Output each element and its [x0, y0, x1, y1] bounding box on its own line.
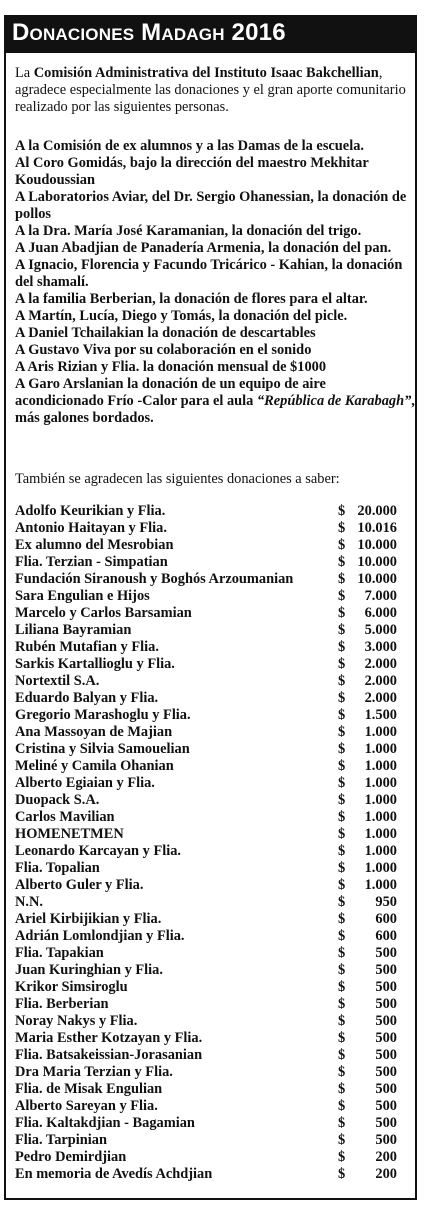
donation-amount: 500 — [375, 996, 397, 1012]
donor-name: Flia. de Misak Engulian — [15, 1081, 163, 1097]
donation-amount: 500 — [375, 1081, 397, 1097]
donation-amount: 10.016 — [357, 520, 397, 536]
donation-amount: 1.000 — [364, 741, 397, 757]
donor-name: Ariel Kirbijikian y Flia. — [15, 911, 162, 927]
donation-amount: 20.000 — [357, 503, 397, 519]
donation-amount: 3.000 — [364, 639, 397, 655]
donation-amount: 6.000 — [364, 605, 397, 621]
donation-amount: 10.000 — [357, 537, 397, 553]
donation-row — [15, 894, 415, 911]
currency-symbol: $ — [338, 537, 346, 553]
currency-symbol: $ — [338, 605, 346, 621]
currency-symbol: $ — [338, 860, 346, 876]
donation-amount: 1.000 — [364, 724, 397, 740]
currency-symbol: $ — [338, 911, 346, 927]
donor-name: Cristina y Silvia Samouelian — [15, 741, 190, 757]
currency-symbol: $ — [338, 962, 346, 978]
donation-amount: 10.000 — [357, 554, 397, 570]
donor-name: Maria Esther Kotzayan y Flia. — [15, 1030, 203, 1046]
donor-name: Pedro Demirdjian — [15, 1149, 127, 1165]
donation-amount: 500 — [375, 1064, 397, 1080]
intro-paragraph — [15, 65, 412, 116]
donation-amount: 1.000 — [364, 775, 397, 791]
donor-name: Leonardo Karcayan y Flia. — [15, 843, 182, 859]
thanks-item: A Gustavo Viva por su colaboración en el sonido — [15, 342, 312, 358]
currency-symbol: $ — [338, 1047, 346, 1063]
thanks-item: A Aris Rizian y Flia. la donación mensual de $1000 — [15, 359, 327, 375]
donor-name: Noray Nakys y Flia. — [15, 1013, 138, 1029]
donation-row — [15, 758, 415, 775]
donation-row — [15, 843, 415, 860]
currency-symbol: $ — [338, 1064, 346, 1080]
donor-name: Juan Kuringhian y Flia. — [15, 962, 163, 978]
currency-symbol: $ — [338, 1166, 346, 1182]
currency-symbol: $ — [338, 877, 346, 893]
thanks-item — [15, 376, 415, 427]
donor-name: Carlos Mavilian — [15, 809, 115, 825]
donation-amount: 500 — [375, 1132, 397, 1148]
donation-amount: 2.000 — [364, 690, 397, 706]
donor-name: Flia. Berberian — [15, 996, 109, 1012]
intro-post: , agradece especialmente las donaciones y el gran aporte comunitario realizado por las siguientes personas. — [15, 65, 406, 115]
donation-amount: 7.000 — [364, 588, 397, 604]
donation-amount: 500 — [375, 1098, 397, 1114]
donation-row — [15, 979, 415, 996]
donation-amount: 1.000 — [364, 758, 397, 774]
donation-amount: 1.000 — [364, 860, 397, 876]
donation-amount: 200 — [375, 1166, 397, 1182]
donation-amount: 500 — [375, 979, 397, 995]
currency-symbol: $ — [338, 639, 346, 655]
currency-symbol: $ — [338, 775, 346, 791]
currency-symbol: $ — [338, 571, 346, 587]
donation-amount: 500 — [375, 1115, 397, 1131]
thanks-item: A Juan Abadjian de Panadería Armenia, la donación del pan. — [15, 240, 392, 256]
currency-symbol: $ — [338, 554, 346, 570]
currency-symbol: $ — [338, 758, 346, 774]
donation-row — [15, 1166, 415, 1183]
donation-row — [15, 605, 415, 622]
currency-symbol: $ — [338, 656, 346, 672]
donation-amount: 200 — [375, 1149, 397, 1165]
currency-symbol: $ — [338, 792, 346, 808]
donation-row — [15, 928, 415, 945]
donor-name: Flia. Topalian — [15, 860, 100, 876]
thanks-item-text: , más galones bordados. — [15, 393, 415, 426]
donation-amount: 500 — [375, 945, 397, 961]
donation-amount: 5.000 — [364, 622, 397, 638]
donation-row — [15, 1149, 415, 1166]
donation-row — [15, 877, 415, 894]
thanks-item-text: A Garo Arslanian la donación de un equipo de aire acondicionado Frío -Calor para el aula — [15, 376, 326, 409]
donor-name: Dra Maria Terzian y Flia. — [15, 1064, 173, 1080]
donor-name: Sarkis Kartallioglu y Flia. — [15, 656, 175, 672]
article-title: Donaciones Madagh 2016 — [12, 19, 286, 46]
currency-symbol: $ — [338, 996, 346, 1012]
thanks-item: A Daniel Tchailakian la donación de descartables — [15, 325, 316, 341]
classroom-name: “República de Karabagh” — [256, 393, 412, 409]
thanks-list — [15, 138, 415, 427]
donation-amount: 600 — [375, 928, 397, 944]
donor-name: Alberto Sareyan y Flia. — [15, 1098, 158, 1114]
thanks-item: A la familia Berberian, la donación de flores para el altar. — [15, 291, 368, 307]
currency-symbol: $ — [338, 979, 346, 995]
donor-name: Gregorio Marashoglu y Flia. — [15, 707, 191, 723]
donation-amount: 500 — [375, 962, 397, 978]
donation-row — [15, 690, 415, 707]
donation-amount: 1.000 — [364, 843, 397, 859]
donation-row — [15, 537, 415, 554]
donation-row — [15, 707, 415, 724]
donation-amount: 500 — [375, 1047, 397, 1063]
donation-amount: 600 — [375, 911, 397, 927]
intro-pre: La — [15, 65, 34, 81]
donor-name: Adolfo Keurikian y Flia. — [15, 503, 166, 519]
donation-row — [15, 622, 415, 639]
currency-symbol: $ — [338, 690, 346, 706]
donor-name: Alberto Guler y Flia. — [15, 877, 144, 893]
donation-row — [15, 520, 415, 537]
donation-amount: 10.000 — [357, 571, 397, 587]
donor-name: N.N. — [15, 894, 43, 910]
donation-row — [15, 911, 415, 928]
donation-amount: 950 — [375, 894, 397, 910]
currency-symbol: $ — [338, 622, 346, 638]
donation-amount: 1.500 — [364, 707, 397, 723]
currency-symbol: $ — [338, 724, 346, 740]
donation-row — [15, 741, 415, 758]
thanks-item: A la Comisión de ex alumnos y a las Damas de la escuela. — [15, 138, 364, 154]
donation-row — [15, 1081, 415, 1098]
thanks-item: Al Coro Gomidás, bajo la dirección del maestro Mekhitar Koudoussian — [15, 155, 369, 188]
currency-symbol: $ — [338, 928, 346, 944]
currency-symbol: $ — [338, 588, 346, 604]
donor-name: Marcelo y Carlos Barsamian — [15, 605, 192, 621]
thanks-item: A la Dra. María José Karamanian, la donación del trigo. — [15, 223, 362, 239]
donor-name: Krikor Simsiroglu — [15, 979, 128, 995]
currency-symbol: $ — [338, 520, 346, 536]
thanks-item: A Ignacio, Florencia y Facundo Tricárico - Kahian, la donación del shamalí. — [15, 257, 403, 290]
donation-row — [15, 1098, 415, 1115]
currency-symbol: $ — [338, 843, 346, 859]
donor-name: Flia. Batsakeissian-Jorasanian — [15, 1047, 203, 1063]
donation-row — [15, 860, 415, 877]
donation-row — [15, 775, 415, 792]
currency-symbol: $ — [338, 1132, 346, 1148]
donation-row — [15, 1064, 415, 1081]
donor-name: En memoria de Avedís Achdjian — [15, 1166, 213, 1182]
currency-symbol: $ — [338, 673, 346, 689]
currency-symbol: $ — [338, 945, 346, 961]
donation-amount: 2.000 — [364, 673, 397, 689]
donation-row — [15, 1013, 415, 1030]
donation-row — [15, 724, 415, 741]
currency-symbol: $ — [338, 1115, 346, 1131]
donor-name: Alberto Egiaian y Flia. — [15, 775, 155, 791]
donation-amount: 2.000 — [364, 656, 397, 672]
thanks-item: A Martín, Lucía, Diego y Tomás, la donación del picle. — [15, 308, 348, 324]
currency-symbol: $ — [338, 894, 346, 910]
currency-symbol: $ — [338, 826, 346, 842]
currency-symbol: $ — [338, 809, 346, 825]
donor-name: Duopack S.A. — [15, 792, 100, 808]
donation-row — [15, 996, 415, 1013]
donation-row — [15, 1132, 415, 1149]
donor-name: Fundación Siranoush y Boghós Arzoumanian — [15, 571, 294, 587]
donor-name: Eduardo Balyan y Flia. — [15, 690, 159, 706]
donation-row — [15, 1047, 415, 1064]
donation-amount: 1.000 — [364, 877, 397, 893]
donations-list — [15, 503, 415, 1183]
donation-row — [15, 826, 415, 843]
donor-name: Flia. Tarpinian — [15, 1132, 107, 1148]
donor-name: Nortextil S.A. — [15, 673, 100, 689]
donation-row — [15, 809, 415, 826]
donation-amount: 500 — [375, 1013, 397, 1029]
donor-name: Antonio Haitayan y Flia. — [15, 520, 167, 536]
donor-name: Ana Massoyan de Majian — [15, 724, 173, 740]
donation-amount: 500 — [375, 1030, 397, 1046]
donation-row — [15, 503, 415, 520]
donor-name: Flia. Kaltakdjian - Bagamian — [15, 1115, 195, 1131]
donation-row — [15, 639, 415, 656]
donation-row — [15, 656, 415, 673]
donation-row — [15, 571, 415, 588]
donation-amount: 1.000 — [364, 809, 397, 825]
donor-name: Adrián Lomlondjian y Flia. — [15, 928, 185, 944]
currency-symbol: $ — [338, 741, 346, 757]
donor-name: HOMENETMEN — [15, 826, 124, 842]
currency-symbol: $ — [338, 1149, 346, 1165]
donation-row — [15, 945, 415, 962]
also-text: También se agradecen las siguientes donaciones a saber: — [15, 471, 340, 487]
donor-name: Sara Engulian e Hijos — [15, 588, 150, 604]
donation-row — [15, 792, 415, 809]
thanks-item: A Laboratorios Aviar, del Dr. Sergio Ohanessian, la donación de pollos — [15, 189, 407, 222]
donation-row — [15, 554, 415, 571]
currency-symbol: $ — [338, 707, 346, 723]
donor-name: Flia. Terzian - Simpatian — [15, 554, 168, 570]
donation-row — [15, 1030, 415, 1047]
donation-row — [15, 673, 415, 690]
donation-row — [15, 588, 415, 605]
article-header — [4, 15, 417, 53]
donation-amount: 1.000 — [364, 826, 397, 842]
donor-name: Meliné y Camila Ohanian — [15, 758, 174, 774]
donor-name: Flia. Tapakian — [15, 945, 104, 961]
intro-organization: Comisión Administrativa del Instituto Isaac Bakchellian — [33, 65, 379, 81]
currency-symbol: $ — [338, 1098, 346, 1114]
donation-row — [15, 1115, 415, 1132]
donor-name: Rubén Mutafian y Flia. — [15, 639, 159, 655]
currency-symbol: $ — [338, 1030, 346, 1046]
donation-amount: 1.000 — [364, 792, 397, 808]
currency-symbol: $ — [338, 503, 346, 519]
donation-row — [15, 962, 415, 979]
donor-name: Liliana Bayramian — [15, 622, 132, 638]
currency-symbol: $ — [338, 1081, 346, 1097]
donor-name: Ex alumno del Mesrobian — [15, 537, 174, 553]
currency-symbol: $ — [338, 1013, 346, 1029]
